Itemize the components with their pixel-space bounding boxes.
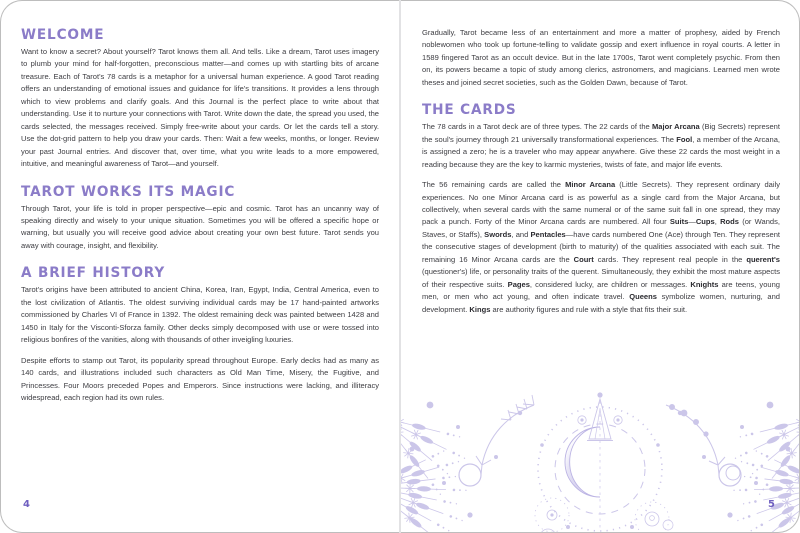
heading-a-brief-history: A BRIEF HISTORY xyxy=(21,265,166,282)
heading-the-cards: THE CARDS xyxy=(422,102,517,119)
page-number-right: 5 xyxy=(768,499,775,510)
paragraph-tarot-works-its-magic: Through Tarot, your life is told in proper perspective—epic and cosmic. Tarot has an uncanny way of speaking directly and wisely to your unique situation. Sometimes you will be offered a specific hope or warning, but usually you will receive good advice about creating your own best future. Tarot sends you away with courage, insight, and flexibility. xyxy=(21,203,379,250)
page-number-left: 4 xyxy=(23,499,30,510)
book-gutter xyxy=(399,0,401,533)
left-page-text-column xyxy=(21,27,379,404)
paragraph-major-arcana: The 78 cards in a Tarot deck are of three types. The 22 cards of the Major Arcana (Big Secrets) represent the soul's journey through 21 universally transformational experiences. The Fool, a member of the Arcana, is assigned a zero; he is a traveler who may appear anywhere. Give these 22 cards the most weight in a reading because they are the key to karmic mysteries, twists of fate, and major life events. xyxy=(422,122,780,169)
paragraph-history-spread: Despite efforts to stamp out Tarot, its popularity spread throughout Europe. Early decks had as many as 140 cards, and illustrations included such characters as Old Man Time, Misery, the Fugitive, and Princesses. Four Moors preceded Popes and Emperors. Since instructions were lacking, and illiteracy widespread, each region had its own rules. xyxy=(21,355,379,402)
heading-welcome: WELCOME xyxy=(21,27,105,43)
paragraph-minor-arcana: The 56 remaining cards are called the Minor Arcana (Little Secrets). They represent ordinary daily experiences. No one Minor Arcana card is as powerful as a single card from the Major Arcana, but collectively, when several cards with the same numeral or of the same suit fall in one spread, they may pack a punch. Forty of the Minor Arcana cards are numbered. All four Suits—Cups, Rods (or Wands, Staves, or Staffs), Swords, and Pentacles—have cards numbered One (Ace) through Ten. They represent the consecutive stages of development (birth to maturity) of the qualities associated with each suit. The remaining 16 Minor Arcana cards are the Court cards. They represent real people in the querent's (questioner's) life, or personality traits of the querent. Simultaneously, they exhibit the most mature aspects of their respective suits. Pages, considered lucky, are children or messages. Knights are teens, young men, or men who act young, and often indicate travel. Queens symbolize women, nurturing, and development. Kings are authority figures and rule with a style that fits their suit. xyxy=(422,180,781,314)
paragraph-history-origins: Tarot's origins have been attributed to ancient China, Korea, Iran, Egypt, India, Central America, even to the lost civilization of Atlantis. The oldest surviving individual cards may be 17 hand-painted artworks commissioned by Charles VI of France in 1392. The oldest remaining deck was painted between 1428 and 1450 in Italy for the Visconti-Sforza family. Other decks simply decomposed with use or were tossed into religious bonfires of the vanities, along with thousands of other inveigling luxuries. xyxy=(21,285,379,345)
paragraph-welcome: Want to know a secret? About yourself? Tarot knows them all. And tells. Like a dream, Tarot uses imagery to plumb your mind for half-forgotten, preconscious matter—and comes up with startling bits of arcane treasure. Each of Tarot's 78 cards is a metaphor for a universal human experience. A good Tarot reading offers an understanding of emotional issues and guidance for life's transitions. It provides a lens through which to view problems and clarify goals. And this Journal is the perfect place to write about that understanding. Use it to nurture your connections with Tarot. Write down the date, the spread you used, the cards selected, the messages received. Simply free-write about your cards. Or let the cards tell a story. Use the dot-grid pattern to help you draw your cards. Then: Wait a few weeks, months, or longer. Review your past Journal entries. And discover that, over time, what you write leads to a more empowered, intuitive, and meaningful awareness of Tarot—and yourself. xyxy=(21,47,379,169)
paragraph-history-continued: Gradually, Tarot became less of an entertainment and more a matter of prophesy, aided by French noblewomen who took up fortune-telling to validate gossip and exert influence in royal courts. A letter in 1589 fingered Tarot as an occult device. But in the late 1700s, Tarot went completely psychic. From then on, its powers became a topic of study among clerics, astronomers, and magicians. Learned men wrote theses and joined secret societies, such as the Golden Dawn, because of Tarot. xyxy=(422,28,780,87)
right-page xyxy=(400,0,800,533)
celestial-moon-ornament xyxy=(400,387,800,532)
right-page-text-column xyxy=(422,27,780,316)
heading-tarot-works-its-magic: TAROT WORKS ITS MAGIC xyxy=(21,183,236,200)
